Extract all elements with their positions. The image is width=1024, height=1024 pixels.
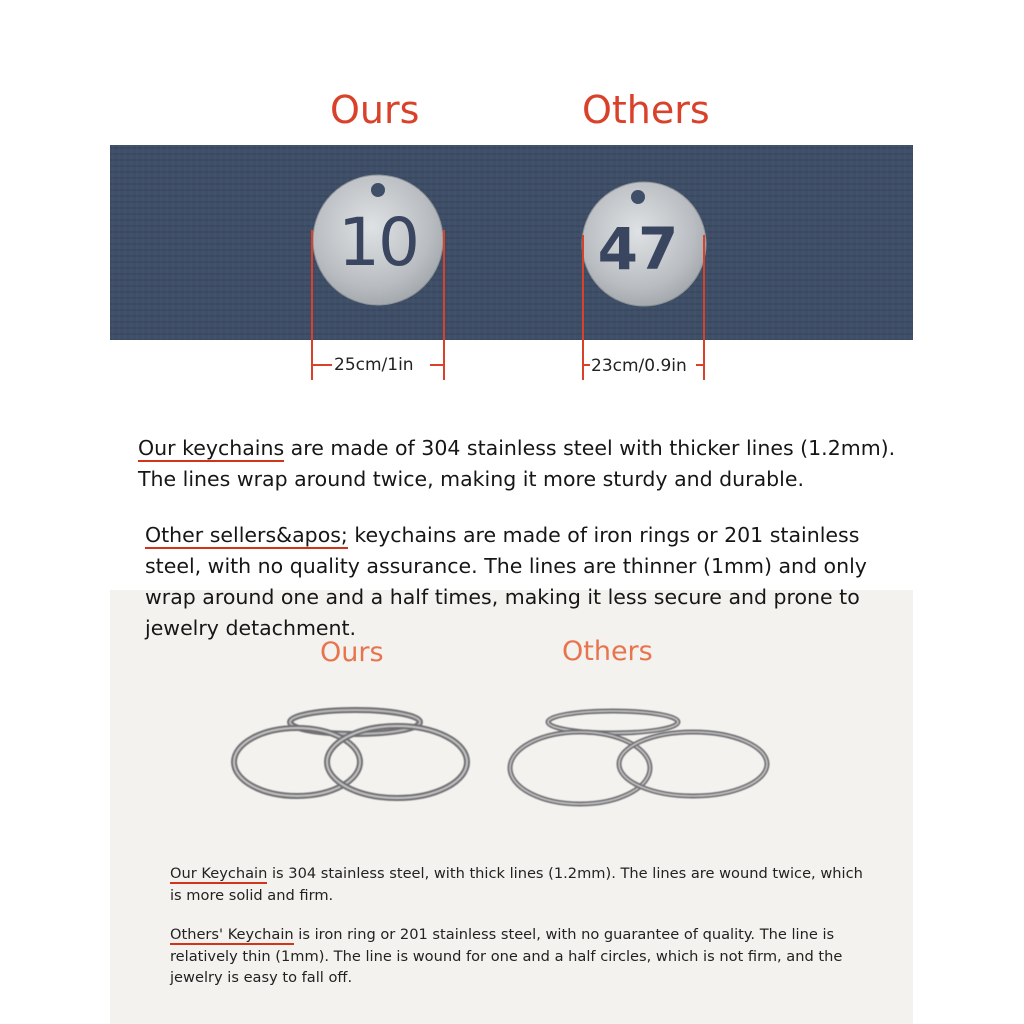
others-description xyxy=(145,520,925,644)
tag-others xyxy=(582,182,706,306)
others-heading: Others xyxy=(582,88,710,132)
tag-ours-number: 10 xyxy=(338,204,418,281)
others-description-line1: keychains are made of iron rings or 201 stainless xyxy=(347,523,860,547)
bottom-others-line2: relatively thin (1mm). The line is wound for one and a half circles, which is not firm, and the xyxy=(170,947,843,965)
bottom-ours-highlight: Our Keychain xyxy=(170,865,268,882)
ours-rings xyxy=(234,710,467,798)
blue-textured-background xyxy=(110,145,913,340)
others-highlight: Other sellers&apos; xyxy=(145,523,348,547)
ours-description xyxy=(138,433,928,495)
others-size-measure: 23cm/0.9in xyxy=(591,356,687,376)
ours-highlight: Our keychains xyxy=(138,436,285,460)
tag-ours xyxy=(313,175,443,305)
tag-comparison-photo xyxy=(110,145,913,340)
keyrings-photo xyxy=(225,700,785,810)
bottom-others-text xyxy=(170,924,900,989)
bottom-ours-line1: is 304 stainless steel, with thick lines (1.2mm). The lines are wound twice, which xyxy=(267,865,863,882)
bottom-others-line3: jewelry is easy to fall off. xyxy=(170,969,353,986)
ours-description-line1: are made of 304 stainless steel with thicker lines (1.2mm). xyxy=(284,436,896,460)
bottom-ours-line2: is more solid and firm. xyxy=(170,886,334,904)
ours-size-measure: 25cm/1in xyxy=(334,355,414,375)
others-description-line4: jewelry detachment. xyxy=(145,616,357,640)
bottom-others-highlight: Others' Keychain xyxy=(170,926,294,943)
others-description-line2: steel, with no quality assurance. The lines are thinner (1mm) and only xyxy=(145,554,867,578)
ours-description-line2: The lines wrap around twice, making it more sturdy and durable. xyxy=(138,467,804,491)
bottom-ours-text xyxy=(170,863,900,906)
others-description-line3: wrap around one and a half times, making it less secure and prone to xyxy=(145,585,860,609)
bottom-others-heading: Others xyxy=(562,636,653,667)
bottom-ours-heading: Ours xyxy=(320,637,384,668)
others-rings xyxy=(510,711,767,804)
ours-heading: Ours xyxy=(330,88,420,132)
tag-others-number: 47 xyxy=(597,215,679,283)
bottom-others-line1: is iron ring or 201 stainless steel, with no guarantee of quality. The line is xyxy=(293,926,835,943)
